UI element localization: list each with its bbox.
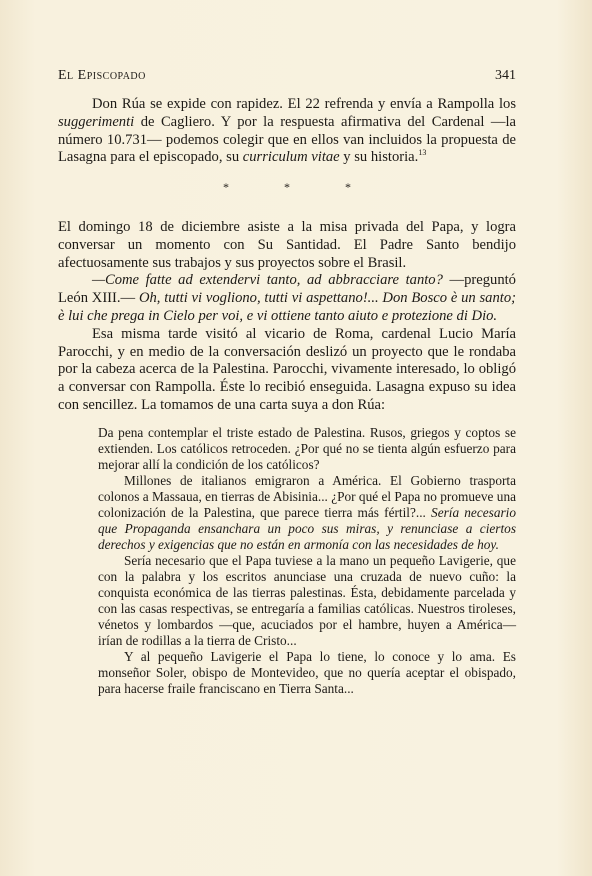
block-quote (98, 425, 516, 697)
paragraph-3 (58, 272, 516, 325)
page-number: 341 (495, 68, 516, 83)
quote-paragraph-3: Sería necesario que el Papa tuviese a la mano un pequeño Lavigerie, que con la palabra y los escritos anunciase una cruzada de nuevo cuño: la conquista económica de las tierras palestinas. Ésta, debidamente parcelada y con las casas respectivas, se entregaría a familias católicas. Nuestros tiroleses, vénetos y lombardos —que, acuciados por el hambre, huyen a América— irían de rodillas a la tierra de Cristo... (98, 552, 516, 648)
text-run: —preguntó León XIII.— (58, 272, 516, 307)
paragraph-1 (58, 96, 516, 167)
italic-run: —Come fatte ad extendervi tanto, ad abbracciare tanto? (92, 272, 443, 289)
text-run: y su historia. (339, 149, 419, 166)
text-run: Millones de italianos emigraron a América. El Gobierno trasporta colonos a Massaua, en tierras de Abisinia... ¿Por qué el Papa no promueve una colonización de la Palestina, que parece tierra más fértil?... (98, 472, 516, 520)
quote-paragraph-2 (98, 473, 516, 553)
italic-run: suggerimenti (58, 113, 135, 130)
paragraph-4: Esa misma tarde visitó al vicario de Roma, cardenal Lucio María Parocchi, y en medio de la conversación deslizó un proyecto que le rondaba por la cabeza acerca de la Palestina. Parocchi, vivamente interesado, lo obligó a conversar con Rampolla. Éste lo recibió enseguida. Lasagna expuso su idea con sencillez. La tomamos de una carta suya a don Rúa: (58, 325, 516, 413)
quote-paragraph-1: Da pena contemplar el triste estado de Palestina. Rusos, griegos y coptos se extienden. Los católicos retroceden. ¿Por qué no se tienta algún esfuerzo para mejorar allí la condición de los católicos? (98, 424, 516, 472)
italic-run: Sería necesario que Propaganda ensanchara un poco sus miras, y renunciase a ciertos derechos y exigencias que no están en armonía con las necesidades de hoy. (98, 504, 516, 552)
footnote-ref: 13 (418, 148, 427, 158)
italic-run: curriculum vitae (242, 149, 340, 166)
page-header (58, 68, 516, 84)
section-separator: * * * (223, 180, 377, 195)
paragraph-2: El domingo 18 de diciembre asiste a la misa privada del Papa, y logra conversar un momento con Su Santidad. El Padre Santo bendijo afectuosamente sus trabajos y sus proyectos sobre el Brasil. (58, 218, 516, 271)
running-title: El Episcopado (58, 68, 146, 83)
text-run: Don Rúa se expide con rapidez. El 22 refrenda y envía a Rampolla los (92, 96, 516, 112)
text-run: de Cagliero. Y por la respuesta afirmativa del Cardenal —la número 10.731— podemos colegir que en ellos van incluidos la propuesta de Lasagna para el episcopado, su (58, 113, 516, 166)
italic-run: Oh, tutti vi vogliono, tutti vi aspettano!... Don Bosco è un santo; è lui che prega in Cielo per voi, e vi ottiene tanto aiuto e protezione di Dio. (58, 290, 516, 324)
quote-paragraph-4: Y al pequeño Lavigerie el Papa lo tiene, lo conoce y lo ama. Es monseñor Soler, obispo de Montevideo, que no quería aceptar el obispado, para hacerse fraile franciscano en Tierra Santa... (98, 648, 516, 696)
page-body (58, 96, 516, 697)
